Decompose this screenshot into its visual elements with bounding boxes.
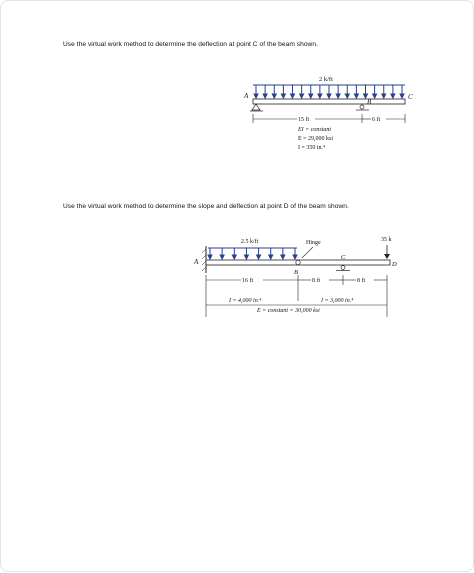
- load-arrowhead: [232, 255, 236, 259]
- beam-2-distributed-load: [208, 248, 297, 259]
- dim-16ft: 16 ft: [242, 278, 254, 284]
- load-label-2: 2.5 k/ft: [241, 239, 259, 245]
- hinge-b: [296, 260, 300, 264]
- load-label-1: 2 k/ft: [319, 76, 333, 83]
- roller-support-c: [341, 266, 345, 270]
- load-arrowhead: [257, 255, 261, 259]
- load-arrowhead: [281, 255, 285, 259]
- load-arrowhead: [269, 255, 273, 259]
- point-c-label-2: C: [341, 254, 346, 261]
- load-arrowhead: [293, 255, 297, 259]
- hinge-leader-line: [302, 247, 313, 258]
- inertia-right: I = 3,000 in.⁴: [321, 298, 354, 304]
- prop-i: I = 350 in.⁴: [298, 145, 326, 151]
- load-arrowhead: [220, 255, 224, 259]
- point-d-label-2: D: [392, 261, 397, 268]
- point-b-label-2: B: [294, 269, 298, 276]
- prop-e: E = 29,000 ksi: [298, 136, 334, 142]
- point-load-arrowhead: [384, 254, 390, 259]
- point-a-label-1: A: [244, 92, 249, 100]
- wall-hatching: [202, 249, 206, 271]
- prop-ei: EI = constant: [298, 127, 332, 133]
- point-c-label-1: C: [408, 93, 413, 101]
- problem-2-prompt: Use the virtual work method to determine the slope and deflection at point D of the beam shown.: [63, 203, 349, 210]
- dim-6ft: 6 ft: [372, 117, 381, 123]
- modulus-note: E = constant = 30,000 ksi: [257, 308, 320, 314]
- point-b-label-1: B: [367, 98, 372, 106]
- dim-8ft-bc: 8 ft: [312, 278, 321, 284]
- dim-15ft: 15 ft: [298, 117, 310, 123]
- inertia-left: I = 4,000 in.⁴: [229, 298, 262, 304]
- load-arrowhead: [244, 255, 248, 259]
- load-arrowhead: [208, 255, 212, 259]
- point-a-label-2: A: [194, 258, 199, 266]
- problem-2-figure: [1, 1, 474, 573]
- problem-1-prompt: Use the virtual work method to determine the deflection at point C of the beam shown.: [63, 41, 318, 48]
- point-load-label: 35 k: [381, 237, 392, 243]
- hinge-label: Hinge: [306, 240, 321, 246]
- dim-8ft-cd: 8 ft: [357, 278, 366, 284]
